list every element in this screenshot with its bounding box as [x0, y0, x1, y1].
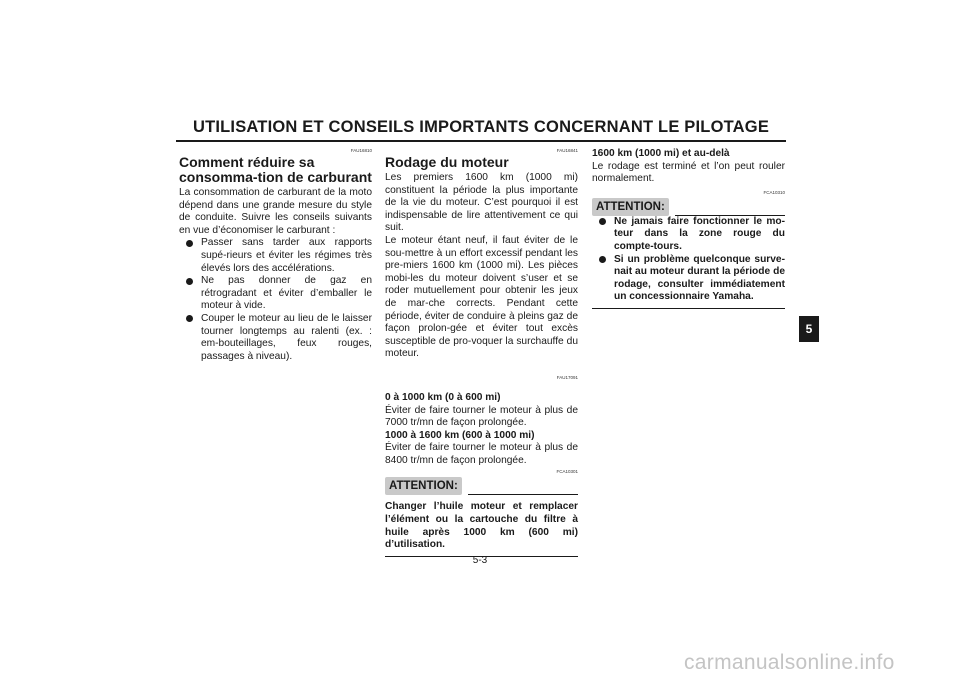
column-fuel-consumption — [179, 148, 372, 363]
page-header-title: UTILISATION ET CONSEILS IMPORTANTS CONCERNANT LE PILOTAGE — [192, 118, 770, 136]
text-1600-plus: Le rodage est terminé et l’on peut rouler normalement. — [592, 160, 785, 185]
bullet-icon — [186, 240, 193, 247]
chapter-tab: 5 — [799, 316, 819, 342]
break-in-paragraph-2: Le moteur étant neuf, il faut éviter de le sou-mettre à un effort excessif pendant les pre-miers 1600 km (1000 mi). Les pièces mobi-les du moteur doivent s’user et se roder mutuellement pour obtenir les jeux de mar-che corrects. Pendant cette période, éviter de conduire à pleins gaz de façon prolon-gée et éviter tout excès susceptible de pro-voquer la surchauffe du moteur. — [385, 234, 578, 360]
list-item-text: Ne pas donner de gaz en rétrogradant et éviter d’emballer le moteur à vide. — [201, 275, 372, 312]
attention-header — [385, 477, 578, 495]
list-item-text: Ne jamais faire fonctionner le mo-teur dans la zone rouge du compte-tours. — [614, 215, 785, 252]
list-item-text: Couper le moteur au lieu de le laisser tourner longtemps au ralenti (ex. : em-bouteillages, feux rouges, passages à niveau). — [201, 312, 372, 362]
subheading-1000-1600: 1000 à 1600 km (600 à 1000 mi) — [385, 429, 535, 441]
attention-header — [592, 198, 785, 216]
section-heading-break-in: Rodage du moteur — [385, 154, 509, 170]
subheading-0-1000: 0 à 1000 km (0 à 600 mi) — [385, 391, 501, 403]
bullet-icon — [186, 278, 193, 285]
list-item-text: Passer sans tarder aux rapports supé-rieurs et éviter les régimes très élevés lors des accélérations. — [201, 237, 372, 274]
column-engine-break-in — [385, 148, 578, 557]
section-code: FCA10301 — [556, 469, 578, 475]
section-code: FCA10310 — [763, 189, 785, 195]
header-rule — [176, 140, 786, 142]
section-code: FAU16841 — [556, 148, 578, 153]
attention-rule — [468, 494, 578, 495]
column-after-1600 — [592, 148, 785, 309]
fuel-tips-list — [179, 237, 372, 363]
bullet-icon — [599, 218, 606, 225]
bullet-icon — [599, 256, 606, 263]
watermark: carmanualsonline.info — [684, 651, 895, 674]
list-item — [179, 313, 372, 363]
subheading-1600-plus: 1600 km (1000 mi) et au-delà — [592, 148, 730, 159]
text-1000-1600: Éviter de faire tourner le moteur à plus de 8400 tr/mn de façon prolongée. — [385, 442, 578, 466]
list-item — [179, 275, 372, 313]
bullet-icon — [186, 315, 193, 322]
list-item — [592, 254, 785, 304]
list-item — [592, 216, 785, 254]
attention-badge: ATTENTION: — [385, 477, 462, 495]
list-item — [179, 237, 372, 275]
attention-badge: ATTENTION: — [592, 198, 669, 216]
section-code: FAU16810 — [350, 148, 372, 153]
attention-list — [592, 216, 785, 304]
text-0-1000: Éviter de faire tourner le moteur à plus de 7000 tr/mn de façon prolongée. — [385, 404, 578, 429]
spacer — [385, 381, 578, 392]
list-item-text: Si un problème quelconque surve-nait au moteur durant la période de rodage, consulter immédiatement un concessionnaire Yamaha. — [614, 253, 785, 303]
fuel-intro-text: La consommation de carburant de la moto dépend dans une grande mesure du style de conduite. Suivre les conseils suivants en vue d’économiser le carburant : — [179, 187, 372, 236]
attention-text: Changer l’huile moteur et remplacer l’élément ou la cartouche du filtre à huile après 1000 km (600 mi) d’utilisation. — [385, 501, 578, 551]
break-in-paragraph-1: Les premiers 1600 km (1000 mi) constituent la période la plus importante de la vie du moteur. C’est pourquoi il est indispensable de lire attentivement ce qui suit. — [385, 172, 578, 234]
section-heading-fuel: Comment réduire sa consomma-tion de carburant — [179, 154, 372, 185]
section-code: FAU17091 — [556, 374, 578, 380]
attention-end-rule — [592, 308, 785, 310]
page-number: 5-3 — [472, 555, 488, 566]
